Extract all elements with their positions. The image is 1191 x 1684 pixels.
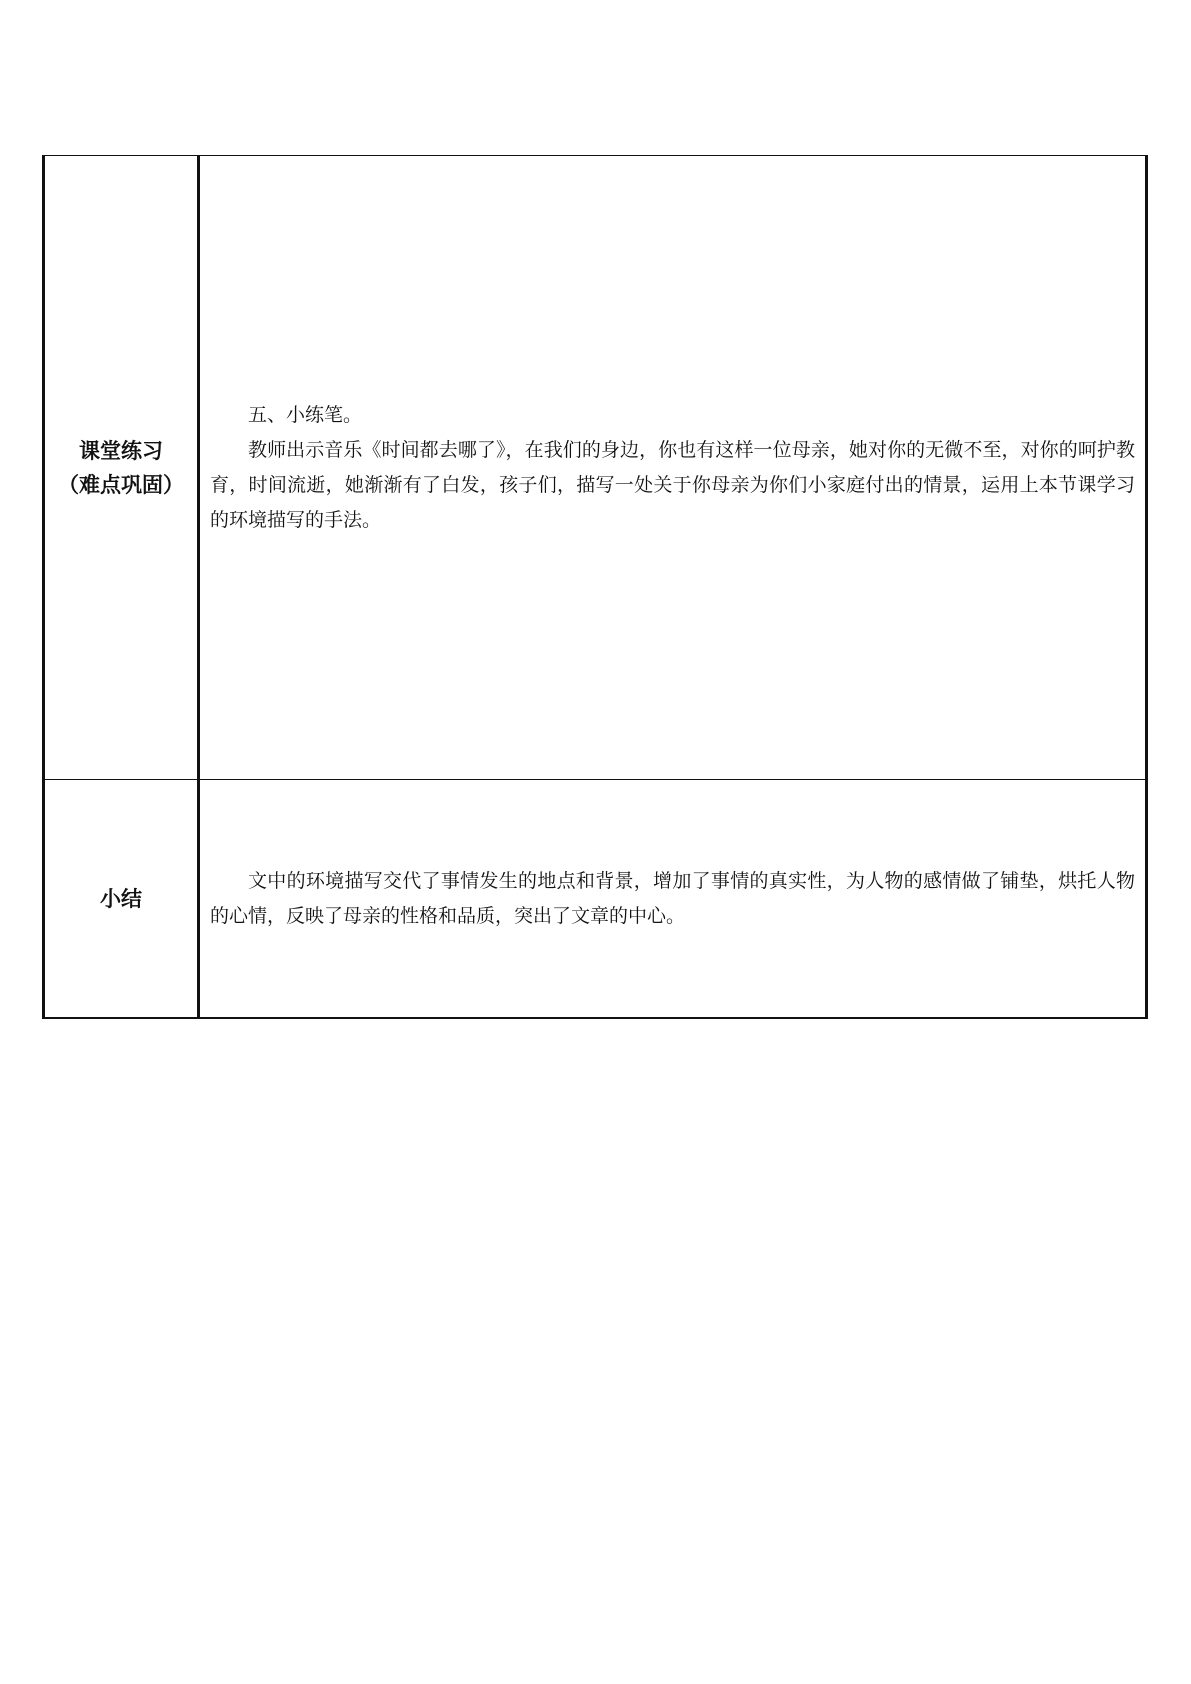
row-content-cell — [199, 156, 1147, 780]
row-label-cell — [44, 780, 199, 1019]
row-content-cell — [199, 780, 1147, 1019]
content-paragraph: 五、小练笔。 — [248, 403, 363, 426]
content-paragraph: 教师出示音乐《时间都去哪了》，在我们的身边，你也有这样一位母亲，她对你的无微不至，对你的呵护教育，时间流逝，她渐渐有了白发，孩子们，描写一处关于你母亲为你们小家庭付出的情景，运用上本节课学习的环境描写的手法。 — [210, 438, 1135, 531]
lesson-plan-table — [42, 155, 1148, 1019]
row-label-subtitle: （难点巩固） — [58, 472, 184, 497]
row-label-title: 课堂练习 — [79, 438, 163, 463]
table-row-summary — [44, 780, 1147, 1019]
table-row-practice — [44, 156, 1147, 780]
row-label-title: 小结 — [100, 886, 142, 911]
row-label-cell — [44, 156, 199, 780]
content-paragraph: 文中的环境描写交代了事情发生的地点和背景，增加了事情的真实性，为人物的感情做了铺垫，烘托人物的心情，反映了母亲的性格和品质，突出了文章的中心。 — [210, 869, 1135, 927]
